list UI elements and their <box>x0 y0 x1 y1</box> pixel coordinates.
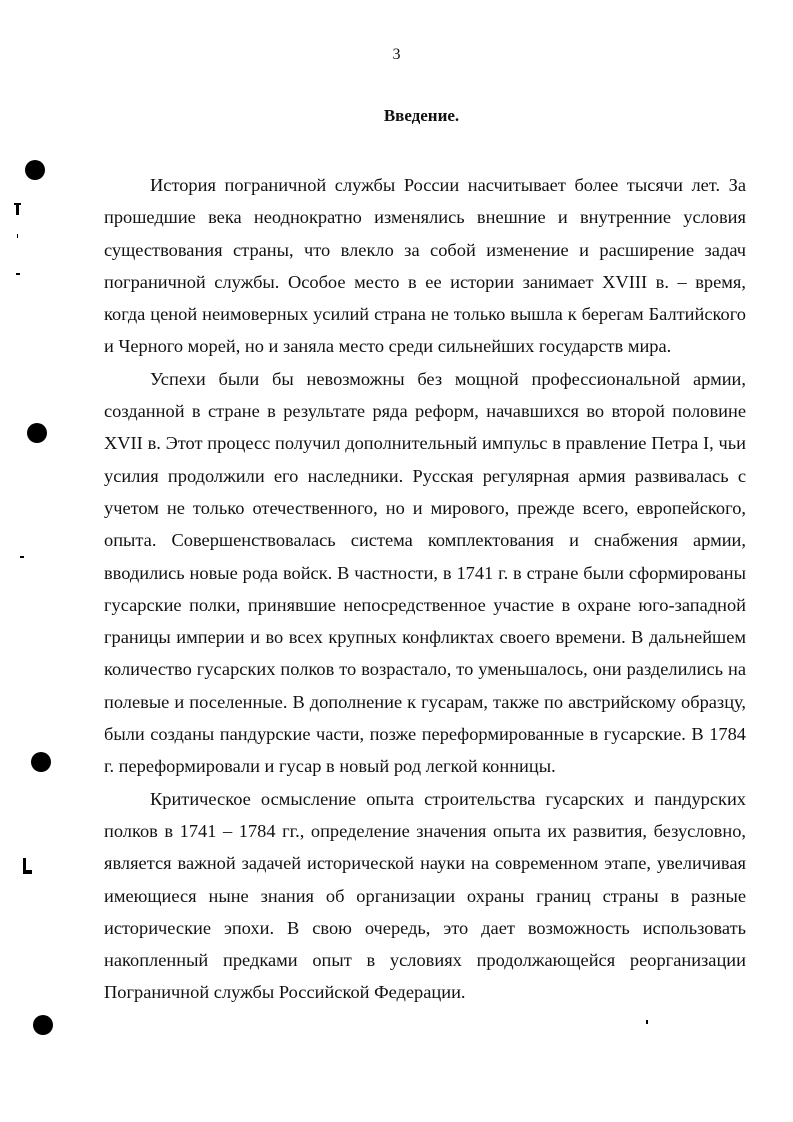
scan-speck-mark <box>17 234 18 238</box>
punch-hole-mark <box>33 1015 53 1035</box>
punch-hole-mark <box>27 423 47 443</box>
paragraph: Критическое осмысление опыта строительства гусарских и пандурских полков в 1741 – 1784 гг., определение значения опыта их развития, безусловно, является важной задачей исторической науки на современном этапе, увеличивая имеющиеся ныне знания об организации охраны границ страны в разные исторические эпохи. В свою очередь, это дает возможность использовать накопленный предками опыт в условиях продолжающейся реорганизации Пограничной службы Российской Федерации. <box>104 788 746 1003</box>
punch-hole-mark <box>31 752 51 772</box>
scan-speck-mark <box>646 1020 648 1024</box>
scan-speck-mark <box>23 870 32 874</box>
scan-speck-mark <box>16 273 20 275</box>
scan-speck-mark <box>20 556 24 558</box>
page-number: 3 <box>392 46 401 63</box>
paragraph: Успехи были бы невозможны без мощной профессиональной армии, созданной в стране в результате ряда реформ, начавшихся во второй половине XVII в. Этот процесс получил дополнительный импульс в правление Петра I, чьи усилия продолжили его наследники. Русская регулярная армия развивалась с учетом не только отечественного, но и мирового, прежде всего, европейского, опыта. Совершенствовалась система комплектования и снабжения армии, вводились новые рода войск. В частности, в 1741 г. в стране были сформированы гусарские полки, принявшие непосредственное участие в охране юго-западной границы империи и во всех крупных конфликтах своего времени. В дальнейшем количество гусарских полков то возрастало, то уменьшалось, они разделились на полевые и поселенные. В дополнение к гусарам, также по австрийскому образцу, были созданы пандурские части, позже переформированные в гусарские. В 1784 г. переформировали и гусар в новый род легкой конницы. <box>104 368 746 777</box>
body-text <box>104 169 746 1009</box>
punch-hole-mark <box>25 160 45 180</box>
section-heading: Введение. <box>383 106 460 125</box>
paragraph: История пограничной службы России насчитывает более тысячи лет. За прошедшие века неоднократно изменялись внешние и внутренние условия существования страны, что влекло за собой изменение и расширение задач пограничной службы. Особое место в ее истории занимает XVIII в. – время, когда ценой неимоверных усилий страна не только вышла к берегам Балтийского и Черного морей, но и заняла место среди сильнейших государств мира. <box>104 175 746 357</box>
scan-speck-mark <box>14 203 21 205</box>
